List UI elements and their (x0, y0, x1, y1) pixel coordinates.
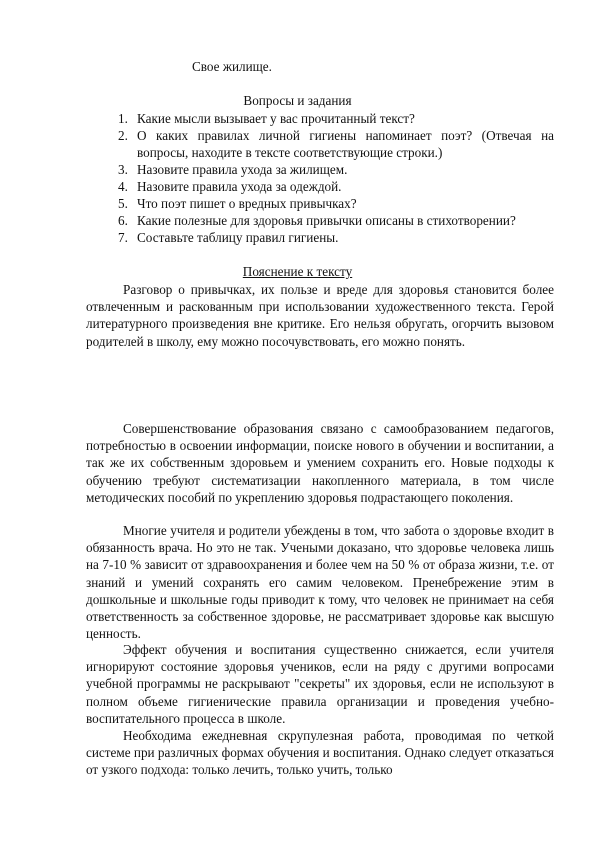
question-item (106, 110, 554, 127)
body-paragraph: Совершенствование образования связано с самообразованием педагогов, потребностью в освоении информации, поиске нового в обучении и воспитании, а так же их собственным здоровьем и умением сохранить его. Новые подходы к обучению требуют систематизации накопленного материала, в том числе методических пособий по укреплению здоровья подрастающего поколения. (86, 421, 554, 505)
body-paragraph: Многие учителя и родители убеждены в том, что забота о здоровье входит в обязанность врача. Но это не так. Учеными доказано, что здоровье человека лишь на 7-10 % зависит от здравоохранения и более чем на 50 % от образа жизни, т.е. от знаний и умений сохранять его самим человеком. Пренебрежение этим в дошкольные и школьные годы приводит к тому, что человек не принимает на себя ответственность за собственное здоровье, не рассматривает здоровье как высшую ценность. (86, 523, 554, 642)
explanation-paragraph: Разговор о привычках, их пользе и вреде для здоровья становится более отвлеченным и раскованным при использовании художественного текста. Герой литературного произведения вне критике. Его нельзя обругать, огорчить вызовом родителей в школу, ему можно посочувствовать, его можно понять. (86, 282, 554, 349)
body-paragraph: Необходима ежедневная скрупулезная работа, проводимая по четкой системе при различных формах обучения и воспитания. Однако следует отказаться от узкого подхода: только лечить, только учить, только (86, 728, 554, 778)
question-number: 3. (118, 162, 128, 177)
body-paragraph: Эффект обучения и воспитания существенно снижается, если учителя игнорируют состояние здоровья учеников, если на ряду с другими вопросами учебной программы не раскрывают "секреты" их здоровья, если не используют в полном объеме гигиенические правила организации и проведения учебно-воспитательного процесса в школе. (86, 642, 554, 726)
question-text: Что поэт пишет о вредных привычках? (137, 196, 357, 211)
question-item (106, 195, 554, 212)
questions-list (106, 110, 554, 246)
question-number: 2. (118, 128, 128, 143)
question-text: О каких правилах личной гигиены напоминает поэт? (Отвечая на вопросы, находите в тексте соответствующие строки.) (137, 128, 554, 160)
question-text: Назовите правила ухода за жилищем. (137, 162, 348, 177)
question-item (106, 212, 554, 229)
question-item (106, 127, 554, 161)
question-number: 7. (118, 230, 128, 245)
question-number: 5. (118, 196, 128, 211)
question-item (106, 161, 554, 178)
question-text: Составьте таблицу правил гигиены. (137, 230, 339, 245)
top-line: Свое жилище. (192, 59, 272, 74)
question-number: 6. (118, 213, 128, 228)
question-item (106, 178, 554, 195)
question-text: Назовите правила ухода за одеждой. (137, 179, 342, 194)
question-text: Какие полезные для здоровья привычки описаны в стихотворении? (137, 213, 516, 228)
question-item (106, 229, 554, 246)
question-number: 4. (118, 179, 128, 194)
question-number: 1. (118, 111, 128, 126)
questions-heading: Вопросы и задания (243, 93, 352, 108)
question-text: Какие мысли вызывает у вас прочитанный текст? (137, 111, 415, 126)
explanation-heading: Пояснение к тексту (242, 264, 353, 279)
